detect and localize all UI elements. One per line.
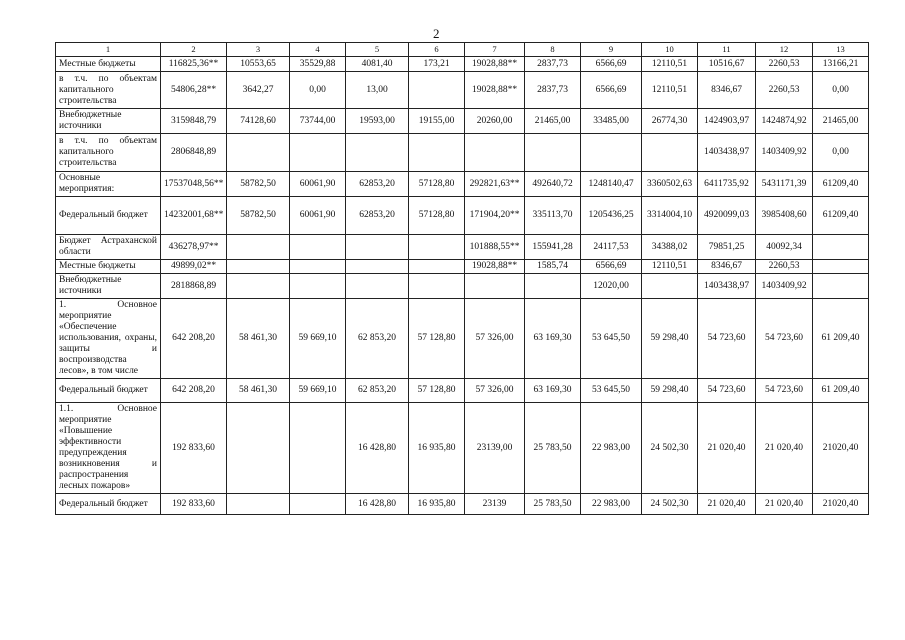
value-cell: 24117,53 (581, 235, 642, 260)
value-cell: 16 428,80 (346, 403, 409, 494)
value-cell (227, 494, 290, 515)
value-cell: 155941,28 (525, 235, 581, 260)
value-cell: 58 461,30 (227, 299, 290, 379)
row-label: Бюджет Астраханской области (56, 235, 161, 260)
value-cell (409, 235, 465, 260)
value-cell: 3985408,60 (756, 197, 813, 235)
value-cell: 436278,97** (161, 235, 227, 260)
value-cell: 74128,60 (227, 109, 290, 134)
table-row (56, 134, 869, 172)
value-cell: 21 020,40 (756, 494, 813, 515)
table-row (56, 197, 869, 235)
value-cell: 3642,27 (227, 72, 290, 109)
value-cell: 10516,67 (698, 57, 756, 72)
row-label: в т.ч. по объектам капитального строительства (56, 72, 161, 109)
value-cell: 62853,20 (346, 197, 409, 235)
value-cell: 21020,40 (813, 403, 869, 494)
value-cell: 0,00 (813, 134, 869, 172)
table-row (56, 274, 869, 299)
header-cell: 9 (581, 43, 642, 57)
value-cell: 1205436,25 (581, 197, 642, 235)
value-cell: 1248140,47 (581, 172, 642, 197)
value-cell (581, 134, 642, 172)
value-cell: 19028,88** (465, 72, 525, 109)
value-cell: 13166,21 (813, 57, 869, 72)
value-cell (465, 274, 525, 299)
value-cell: 14232001,68** (161, 197, 227, 235)
value-cell: 63 169,30 (525, 379, 581, 403)
value-cell (290, 274, 346, 299)
value-cell: 21465,00 (525, 109, 581, 134)
value-cell: 642 208,20 (161, 379, 227, 403)
value-cell (642, 274, 698, 299)
value-cell: 335113,70 (525, 197, 581, 235)
value-cell (290, 134, 346, 172)
value-cell (227, 274, 290, 299)
value-cell: 2837,73 (525, 72, 581, 109)
value-cell: 21020,40 (813, 494, 869, 515)
value-cell (227, 403, 290, 494)
row-label: Внебюджетные источники (56, 274, 161, 299)
value-cell: 3159848,79 (161, 109, 227, 134)
header-cell: 12 (756, 43, 813, 57)
value-cell: 3314004,10 (642, 197, 698, 235)
value-cell (346, 235, 409, 260)
value-cell: 61 209,40 (813, 299, 869, 379)
value-cell: 53 645,50 (581, 299, 642, 379)
page-number: 2 (433, 26, 440, 41)
row-label: Федеральный бюджет (56, 197, 161, 235)
value-cell: 23139,00 (465, 403, 525, 494)
value-cell: 6566,69 (581, 260, 642, 274)
row-label: Федеральный бюджет (56, 379, 161, 403)
value-cell: 57 326,00 (465, 299, 525, 379)
value-cell: 61 209,40 (813, 379, 869, 403)
value-cell: 22 983,00 (581, 494, 642, 515)
value-cell: 492640,72 (525, 172, 581, 197)
header-cell: 7 (465, 43, 525, 57)
header-cell: 11 (698, 43, 756, 57)
value-cell (346, 274, 409, 299)
value-cell: 59 669,10 (290, 379, 346, 403)
value-cell (813, 235, 869, 260)
value-cell: 62 853,20 (346, 379, 409, 403)
value-cell: 192 833,60 (161, 494, 227, 515)
value-cell: 0,00 (290, 72, 346, 109)
value-cell: 20260,00 (465, 109, 525, 134)
row-label: Внебюджетные источники (56, 109, 161, 134)
row-label: в т.ч. по объектам капитального строительства (56, 134, 161, 172)
row-label: Федеральный бюджет (56, 494, 161, 515)
value-cell: 19593,00 (346, 109, 409, 134)
value-cell: 49899,02** (161, 260, 227, 274)
table-row (56, 172, 869, 197)
value-cell: 61209,40 (813, 172, 869, 197)
value-cell: 4081,40 (346, 57, 409, 72)
header-cell: 8 (525, 43, 581, 57)
value-cell: 12110,51 (642, 72, 698, 109)
value-cell: 54 723,60 (756, 299, 813, 379)
value-cell: 6566,69 (581, 57, 642, 72)
value-cell (290, 403, 346, 494)
table-row (56, 260, 869, 274)
value-cell: 54 723,60 (756, 379, 813, 403)
value-cell: 24 502,30 (642, 403, 698, 494)
value-cell: 40092,34 (756, 235, 813, 260)
header-cell: 10 (642, 43, 698, 57)
table-row (56, 494, 869, 515)
value-cell: 8346,67 (698, 72, 756, 109)
value-cell: 4920099,03 (698, 197, 756, 235)
value-cell: 2806848,89 (161, 134, 227, 172)
row-label: 1.1. Основное мероприятие «Повышение эффективности предупреждения возникновения и распространения лесных пожаров» (56, 403, 161, 494)
value-cell: 33485,00 (581, 109, 642, 134)
row-label: Местные бюджеты (56, 57, 161, 72)
value-cell: 173,21 (409, 57, 465, 72)
value-cell: 16 935,80 (409, 403, 465, 494)
table-row (56, 299, 869, 379)
value-cell (290, 260, 346, 274)
value-cell: 642 208,20 (161, 299, 227, 379)
header-cell: 6 (409, 43, 465, 57)
value-cell: 34388,02 (642, 235, 698, 260)
value-cell: 61209,40 (813, 197, 869, 235)
value-cell: 60061,90 (290, 197, 346, 235)
value-cell: 2818868,89 (161, 274, 227, 299)
value-cell: 57 128,80 (409, 299, 465, 379)
value-cell (525, 134, 581, 172)
value-cell (409, 134, 465, 172)
value-cell (346, 260, 409, 274)
value-cell (227, 134, 290, 172)
value-cell (346, 134, 409, 172)
value-cell: 6411735,92 (698, 172, 756, 197)
value-cell: 16 428,80 (346, 494, 409, 515)
value-cell (465, 134, 525, 172)
value-cell: 0,00 (813, 72, 869, 109)
value-cell: 12110,51 (642, 260, 698, 274)
value-cell: 53 645,50 (581, 379, 642, 403)
value-cell: 57128,80 (409, 172, 465, 197)
value-cell (813, 260, 869, 274)
value-cell: 54 723,60 (698, 379, 756, 403)
value-cell (642, 134, 698, 172)
value-cell: 19155,00 (409, 109, 465, 134)
value-cell: 1403438,97 (698, 134, 756, 172)
value-cell: 1424874,92 (756, 109, 813, 134)
table-row (56, 72, 869, 109)
value-cell: 25 783,50 (525, 403, 581, 494)
value-cell: 59 298,40 (642, 379, 698, 403)
table-row (56, 57, 869, 72)
value-cell: 59 298,40 (642, 299, 698, 379)
value-cell: 2260,53 (756, 57, 813, 72)
value-cell: 16 935,80 (409, 494, 465, 515)
value-cell: 13,00 (346, 72, 409, 109)
value-cell (409, 274, 465, 299)
value-cell: 2837,73 (525, 57, 581, 72)
value-cell: 62 853,20 (346, 299, 409, 379)
value-cell: 12020,00 (581, 274, 642, 299)
value-cell: 1585,74 (525, 260, 581, 274)
value-cell: 26774,30 (642, 109, 698, 134)
value-cell: 292821,63** (465, 172, 525, 197)
header-cell: 13 (813, 43, 869, 57)
value-cell: 63 169,30 (525, 299, 581, 379)
header-cell: 4 (290, 43, 346, 57)
value-cell (409, 260, 465, 274)
value-cell: 24 502,30 (642, 494, 698, 515)
header-row (56, 43, 869, 57)
value-cell: 12110,51 (642, 57, 698, 72)
value-cell: 21 020,40 (698, 403, 756, 494)
value-cell: 1403409,92 (756, 134, 813, 172)
budget-table (55, 42, 869, 515)
value-cell: 19028,88** (465, 260, 525, 274)
value-cell (290, 494, 346, 515)
value-cell: 19028,88** (465, 57, 525, 72)
value-cell: 101888,55** (465, 235, 525, 260)
value-cell: 2260,53 (756, 260, 813, 274)
value-cell: 58782,50 (227, 172, 290, 197)
value-cell: 73744,00 (290, 109, 346, 134)
header-cell: 1 (56, 43, 161, 57)
table-row (56, 109, 869, 134)
value-cell: 1403409,92 (756, 274, 813, 299)
value-cell (227, 235, 290, 260)
value-cell: 21 020,40 (756, 403, 813, 494)
value-cell: 62853,20 (346, 172, 409, 197)
table-row (56, 403, 869, 494)
value-cell: 60061,90 (290, 172, 346, 197)
header-cell: 5 (346, 43, 409, 57)
value-cell (813, 274, 869, 299)
value-cell: 116825,36** (161, 57, 227, 72)
value-cell: 58 461,30 (227, 379, 290, 403)
value-cell (290, 235, 346, 260)
value-cell (409, 72, 465, 109)
value-cell: 2260,53 (756, 72, 813, 109)
value-cell: 6566,69 (581, 72, 642, 109)
row-label: 1. Основное мероприятие «Обеспечение использования, охраны, защиты и воспроизводства лесов», в том числе (56, 299, 161, 379)
value-cell: 58782,50 (227, 197, 290, 235)
value-cell: 3360502,63 (642, 172, 698, 197)
table-row (56, 235, 869, 260)
value-cell: 79851,25 (698, 235, 756, 260)
value-cell: 8346,67 (698, 260, 756, 274)
row-label: Местные бюджеты (56, 260, 161, 274)
value-cell: 192 833,60 (161, 403, 227, 494)
value-cell: 54806,28** (161, 72, 227, 109)
table-row (56, 379, 869, 403)
header-cell: 2 (161, 43, 227, 57)
row-label: Основные мероприятия: (56, 172, 161, 197)
value-cell (525, 274, 581, 299)
value-cell: 25 783,50 (525, 494, 581, 515)
value-cell (227, 260, 290, 274)
value-cell: 171904,20** (465, 197, 525, 235)
value-cell: 57 326,00 (465, 379, 525, 403)
value-cell: 21 020,40 (698, 494, 756, 515)
value-cell: 35529,88 (290, 57, 346, 72)
value-cell: 17537048,56** (161, 172, 227, 197)
value-cell: 1424903,97 (698, 109, 756, 134)
value-cell: 10553,65 (227, 57, 290, 72)
value-cell: 21465,00 (813, 109, 869, 134)
value-cell: 5431171,39 (756, 172, 813, 197)
value-cell: 54 723,60 (698, 299, 756, 379)
value-cell: 22 983,00 (581, 403, 642, 494)
value-cell: 59 669,10 (290, 299, 346, 379)
value-cell: 23139 (465, 494, 525, 515)
header-cell: 3 (227, 43, 290, 57)
value-cell: 1403438,97 (698, 274, 756, 299)
value-cell: 57128,80 (409, 197, 465, 235)
value-cell: 57 128,80 (409, 379, 465, 403)
